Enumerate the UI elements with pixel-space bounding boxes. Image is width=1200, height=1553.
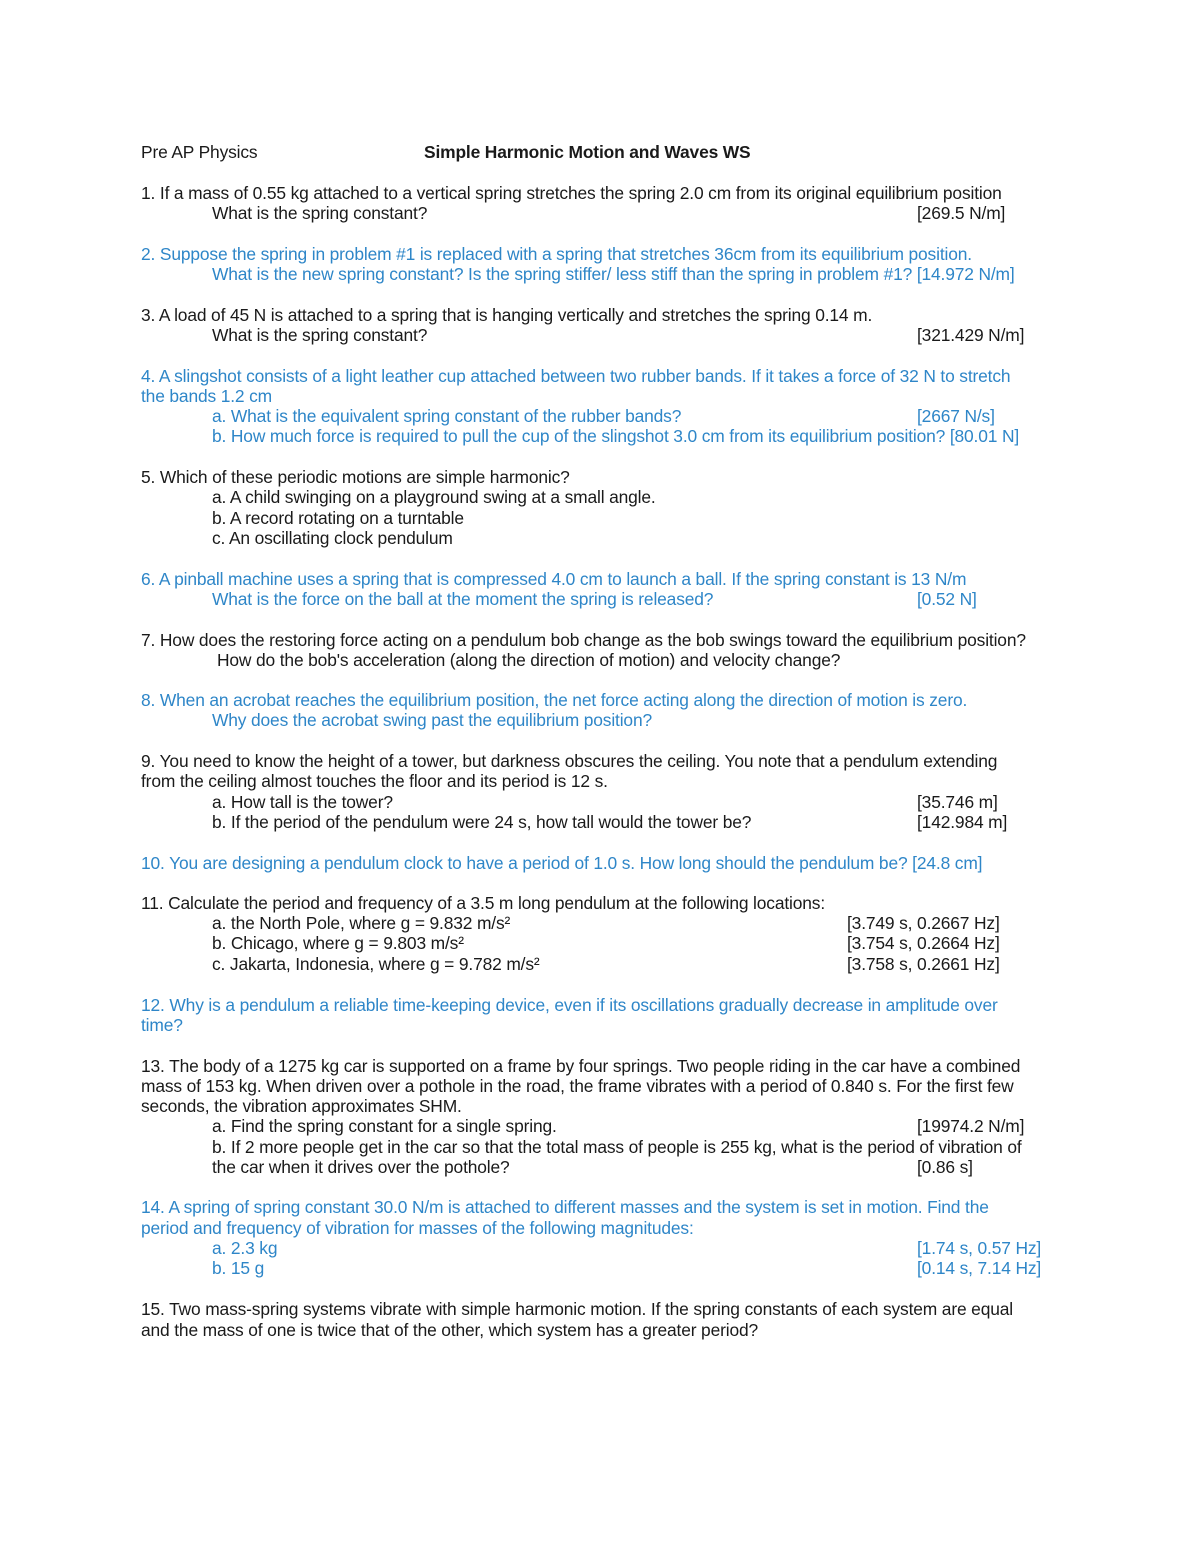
q4-stem-line1: 4. A slingshot consists of a light leather cup attached between two rubber bands. If it takes a force of 32 N to stretch: [141, 366, 1011, 386]
q9-part-b-answer: [142.984 m]: [917, 812, 1008, 832]
q4-part-a-answer: [2667 N/s]: [917, 406, 995, 426]
q14-part-a-answer: [1.74 s, 0.57 Hz]: [917, 1238, 1042, 1258]
q5-stem: 5. Which of these periodic motions are simple harmonic?: [141, 467, 570, 487]
q9-part-a-answer: [35.746 m]: [917, 792, 998, 812]
q14-part-b-answer: [0.14 s, 7.14 Hz]: [917, 1258, 1042, 1278]
q14-part-a: a. 2.3 kg: [212, 1238, 278, 1258]
q15-stem-line2: and the mass of one is twice that of the other, which system has a greater period?: [141, 1320, 759, 1340]
q3-answer: [321.429 N/m]: [917, 325, 1025, 345]
q5-option-a: a. A child swinging on a playground swing at a small angle.: [212, 487, 656, 507]
q11-part-a-answer: [3.749 s, 0.2667 Hz]: [847, 913, 1000, 933]
q8-stem: 8. When an acrobat reaches the equilibrium position, the net force acting along the direction of motion is zero.: [141, 690, 968, 710]
q14-stem-line2: period and frequency of vibration for masses of the following magnitudes:: [141, 1218, 694, 1238]
q7-stem: 7. How does the restoring force acting on a pendulum bob change as the bob swings toward the equilibrium position?: [141, 630, 1026, 650]
course-name: Pre AP Physics: [141, 142, 258, 162]
q5-option-c: c. An oscillating clock pendulum: [212, 528, 453, 548]
q14-stem-line1: 14. A spring of spring constant 30.0 N/m is attached to different masses and the system is set in motion. Find the: [141, 1197, 989, 1217]
q13-part-b-line1: b. If 2 more people get in the car so that the total mass of people is 255 kg, what is the period of vibration of: [212, 1137, 1022, 1157]
q11-part-b-answer: [3.754 s, 0.2664 Hz]: [847, 933, 1000, 953]
worksheet-title: Simple Harmonic Motion and Waves WS: [424, 142, 751, 162]
q3-stem: 3. A load of 45 N is attached to a spring that is hanging vertically and stretches the spring 0.14 m.: [141, 305, 873, 325]
q8-ask: Why does the acrobat swing past the equilibrium position?: [212, 710, 652, 730]
q13-stem-line1: 13. The body of a 1275 kg car is supported on a frame by four springs. Two people riding in the car have a combined: [141, 1056, 1021, 1076]
q1-stem: 1. If a mass of 0.55 kg attached to a vertical spring stretches the spring 2.0 cm from its original equilibrium position: [141, 183, 1002, 203]
q6-stem: 6. A pinball machine uses a spring that is compressed 4.0 cm to launch a ball. If the spring constant is 13 N/m: [141, 569, 967, 589]
q13-part-b-line2: the car when it drives over the pothole?: [212, 1157, 510, 1177]
q2-ask: What is the new spring constant? Is the spring stiffer/ less stiff than the spring in problem #1? [14.972 N/m]: [212, 264, 1015, 284]
q4-stem-line2: the bands 1.2 cm: [141, 386, 273, 406]
q15-stem-line1: 15. Two mass-spring systems vibrate with simple harmonic motion. If the spring constants of each system are equal: [141, 1299, 1013, 1319]
q11-part-b: b. Chicago, where g = 9.803 m/s²: [212, 933, 464, 953]
q13-part-a-answer: [19974.2 N/m]: [917, 1116, 1025, 1136]
q10-stem: 10. You are designing a pendulum clock to have a period of 1.0 s. How long should the pendulum be? [24.8 cm]: [141, 853, 983, 873]
q13-part-a: a. Find the spring constant for a single spring.: [212, 1116, 557, 1136]
q11-part-c-answer: [3.758 s, 0.2661 Hz]: [847, 954, 1000, 974]
q14-part-b: b. 15 g: [212, 1258, 265, 1278]
q6-ask: What is the force on the ball at the moment the spring is released?: [212, 589, 714, 609]
q12-stem-line2: time?: [141, 1015, 183, 1035]
q9-part-a: a. How tall is the tower?: [212, 792, 393, 812]
q11-stem: 11. Calculate the period and frequency of a 3.5 m long pendulum at the following locations:: [141, 893, 826, 913]
q9-stem-line2: from the ceiling almost touches the floor and its period is 12 s.: [141, 771, 608, 791]
q9-part-b: b. If the period of the pendulum were 24 s, how tall would the tower be?: [212, 812, 752, 832]
q13-stem-line2: mass of 153 kg. When driven over a pothole in the road, the frame vibrates with a period of 0.840 s. For the first few: [141, 1076, 1014, 1096]
q4-part-a: a. What is the equivalent spring constant of the rubber bands?: [212, 406, 682, 426]
q1-ask: What is the spring constant?: [212, 203, 428, 223]
q11-part-a: a. the North Pole, where g = 9.832 m/s²: [212, 913, 511, 933]
q13-part-b-answer: [0.86 s]: [917, 1157, 973, 1177]
q13-stem-line3: seconds, the vibration approximates SHM.: [141, 1096, 462, 1116]
q4-part-b: b. How much force is required to pull the cup of the slingshot 3.0 cm from its equilibrium position? [80.01 N]: [212, 426, 1020, 446]
q7-ask: How do the bob's acceleration (along the direction of motion) and velocity change?: [217, 650, 841, 670]
q2-stem: 2. Suppose the spring in problem #1 is replaced with a spring that stretches 36cm from its equilibrium position.: [141, 244, 972, 264]
q1-answer: [269.5 N/m]: [917, 203, 1006, 223]
q6-answer: [0.52 N]: [917, 589, 977, 609]
q9-stem-line1: 9. You need to know the height of a tower, but darkness obscures the ceiling. You note that a pendulum extending: [141, 751, 998, 771]
q12-stem-line1: 12. Why is a pendulum a reliable time-keeping device, even if its oscillations gradually decrease in amplitude over: [141, 995, 998, 1015]
q11-part-c: c. Jakarta, Indonesia, where g = 9.782 m/s²: [212, 954, 540, 974]
q5-option-b: b. A record rotating on a turntable: [212, 508, 464, 528]
q3-ask: What is the spring constant?: [212, 325, 428, 345]
